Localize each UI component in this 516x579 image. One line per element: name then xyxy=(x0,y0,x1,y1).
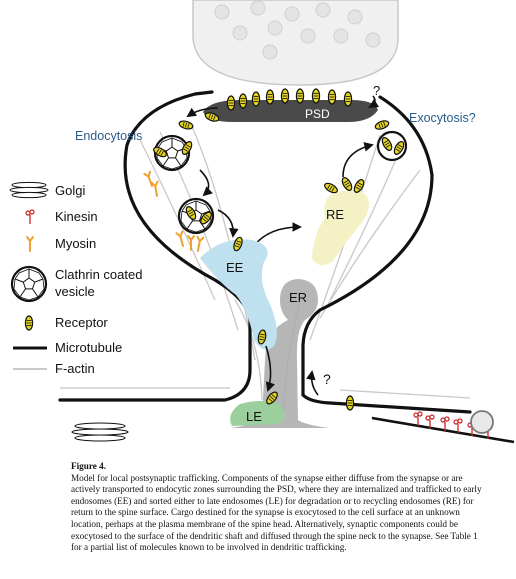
psd-label: PSD xyxy=(305,107,330,121)
figure-caption xyxy=(71,461,489,554)
legend-label-vesicle: vesicle xyxy=(55,284,95,299)
receptor-icon xyxy=(25,316,32,330)
legend-label-microtubule: Microtubule xyxy=(55,340,123,355)
legend-label-f-actin: F-actin xyxy=(55,361,95,376)
legend xyxy=(10,182,142,376)
shaft-receptor xyxy=(346,396,353,410)
golgi-shaft xyxy=(72,423,128,441)
question-mark-shaft: ? xyxy=(323,371,331,387)
exocytic-vesicle xyxy=(378,132,406,160)
er-label: ER xyxy=(289,290,308,305)
re-receptor xyxy=(340,176,353,192)
re-receptor xyxy=(352,178,365,194)
myosin-icon xyxy=(27,237,33,251)
endocytosis-label: Endocytosis xyxy=(75,129,143,143)
legend-label-clathrin: Clathrin coated xyxy=(55,267,143,282)
legend-label-golgi: Golgi xyxy=(55,183,86,198)
golgi-icon xyxy=(10,182,48,197)
legend-label-myosin: Myosin xyxy=(55,236,97,251)
transport-vesicle xyxy=(471,411,493,433)
arrow-to-ee xyxy=(218,210,233,236)
caption-title: Figure 4. xyxy=(71,461,107,471)
re-label: RE xyxy=(326,207,345,222)
legend-label-receptor: Receptor xyxy=(55,315,108,330)
le-label: LE xyxy=(246,409,262,424)
caption-text: Model for local postsynaptic trafficking. Components of the synapse either diffuse from the synapse or are actively transported to endocytic zones surrounding the PSD, where they are internalized and trafficked to early endosomes (EE) and sorted either to late endosomes (LE) for degradation or to recycling endosomes (RE) for return to the spine surface. Cargo destined for the synapse is exocytosed to the cell surface at an unknown location, perhaps at the plasma membrane of the spine head. Alternatively, synaptic components could be exocytosed to the surface of the dendritic shaft and diffused through the spine neck to the synapse. See Table 1 for a partial list of molecules known to be involved in dendritic trafficking. xyxy=(71,472,482,553)
legend-label-kinesin: Kinesin xyxy=(55,209,98,224)
exocytosis-label: Exocytosis? xyxy=(409,111,476,125)
kinesin-icon xyxy=(26,210,34,224)
question-mark-top: ? xyxy=(373,83,381,98)
ee-label: EE xyxy=(226,260,244,275)
re-receptor xyxy=(323,181,339,194)
arrow-shaft-exocytosis xyxy=(312,372,318,395)
clathrin-vesicle-icon xyxy=(12,267,46,301)
arrow-vesicle-down xyxy=(200,170,209,195)
